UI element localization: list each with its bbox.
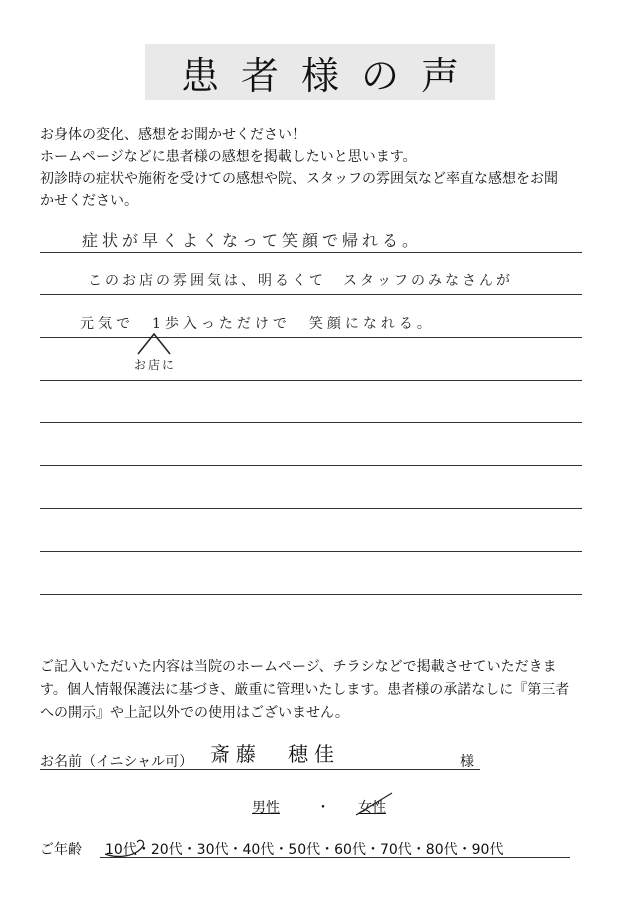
age-option-50[interactable]: 50代 bbox=[288, 842, 321, 858]
notice-line: ご記入いただいた内容は当院のホームページ、チラシなどで掲載させていただきま bbox=[40, 659, 557, 675]
ruled-line bbox=[40, 252, 582, 253]
age-option-40[interactable]: 40代 bbox=[242, 842, 275, 858]
ruled-line bbox=[40, 551, 582, 552]
ruled-line bbox=[40, 380, 582, 381]
intro-line: 初診時の症状や施術を受けての感想や院、スタッフの雰囲気など率直な感想をお聞 bbox=[40, 171, 558, 187]
age-underline bbox=[100, 857, 570, 858]
privacy-notice bbox=[40, 656, 605, 725]
notice-line: への開示』や上記以外での使用はございません。 bbox=[40, 705, 349, 721]
ruled-line bbox=[40, 508, 582, 509]
handwritten-comment-line: 元気で 1歩入っただけで 笑顔になれる。 bbox=[80, 316, 435, 332]
intro-line: お身体の変化、感想をお聞かせください！ bbox=[40, 127, 306, 143]
gender-separator: ・ bbox=[316, 800, 330, 816]
intro-text bbox=[40, 124, 600, 212]
handwritten-insertion: お店に bbox=[134, 358, 177, 372]
title-box bbox=[145, 44, 495, 100]
name-value[interactable]: 斎藤 穂佳 bbox=[210, 742, 340, 766]
intro-line: ホームページなどに患者様の感想を掲載したいと思います。 bbox=[40, 149, 417, 165]
intro-line: かせください。 bbox=[40, 193, 138, 209]
age-option-20[interactable]: 20代 bbox=[150, 842, 183, 858]
page-title: 患者様の声 bbox=[180, 53, 481, 98]
age-option-60[interactable]: 60代 bbox=[334, 842, 366, 858]
name-label: お名前（イニシャル可） bbox=[40, 754, 194, 770]
ruled-line bbox=[40, 465, 582, 466]
ruled-line bbox=[40, 422, 582, 423]
notice-line: す。個人情報保護法に基づき、厳重に管理いたします。患者様の承諾なしに『第三者 bbox=[40, 682, 570, 698]
age-option-10[interactable]: 10代 bbox=[105, 842, 137, 858]
ruled-line bbox=[40, 594, 582, 595]
age-options: 10代・20代・30代・40代・50代・60代・70代・80代・90代 bbox=[105, 842, 504, 858]
gender-female-option[interactable]: 女性 bbox=[358, 800, 386, 816]
insertion-caret bbox=[134, 330, 174, 356]
age-selected-mark bbox=[99, 832, 149, 860]
name-underline bbox=[40, 769, 480, 770]
ruled-line bbox=[40, 294, 582, 295]
age-option-70[interactable]: 70代 bbox=[379, 842, 412, 858]
handwritten-comment-line: このお店の雰囲気は、明るくて スタッフのみなさんが bbox=[88, 273, 513, 289]
age-option-90[interactable]: 90代 bbox=[471, 842, 504, 858]
gender-male-option[interactable]: 男性 bbox=[252, 800, 280, 816]
name-suffix: 様 bbox=[460, 754, 474, 770]
age-option-30[interactable]: 30代 bbox=[196, 842, 229, 858]
age-option-80[interactable]: 80代 bbox=[425, 842, 458, 858]
gender-selected-mark bbox=[352, 789, 396, 819]
ruled-line bbox=[40, 337, 582, 338]
handwritten-comment-line: 症状が早くよくなって笑顔で帰れる。 bbox=[82, 231, 423, 250]
age-label: ご年齢 bbox=[40, 842, 82, 858]
